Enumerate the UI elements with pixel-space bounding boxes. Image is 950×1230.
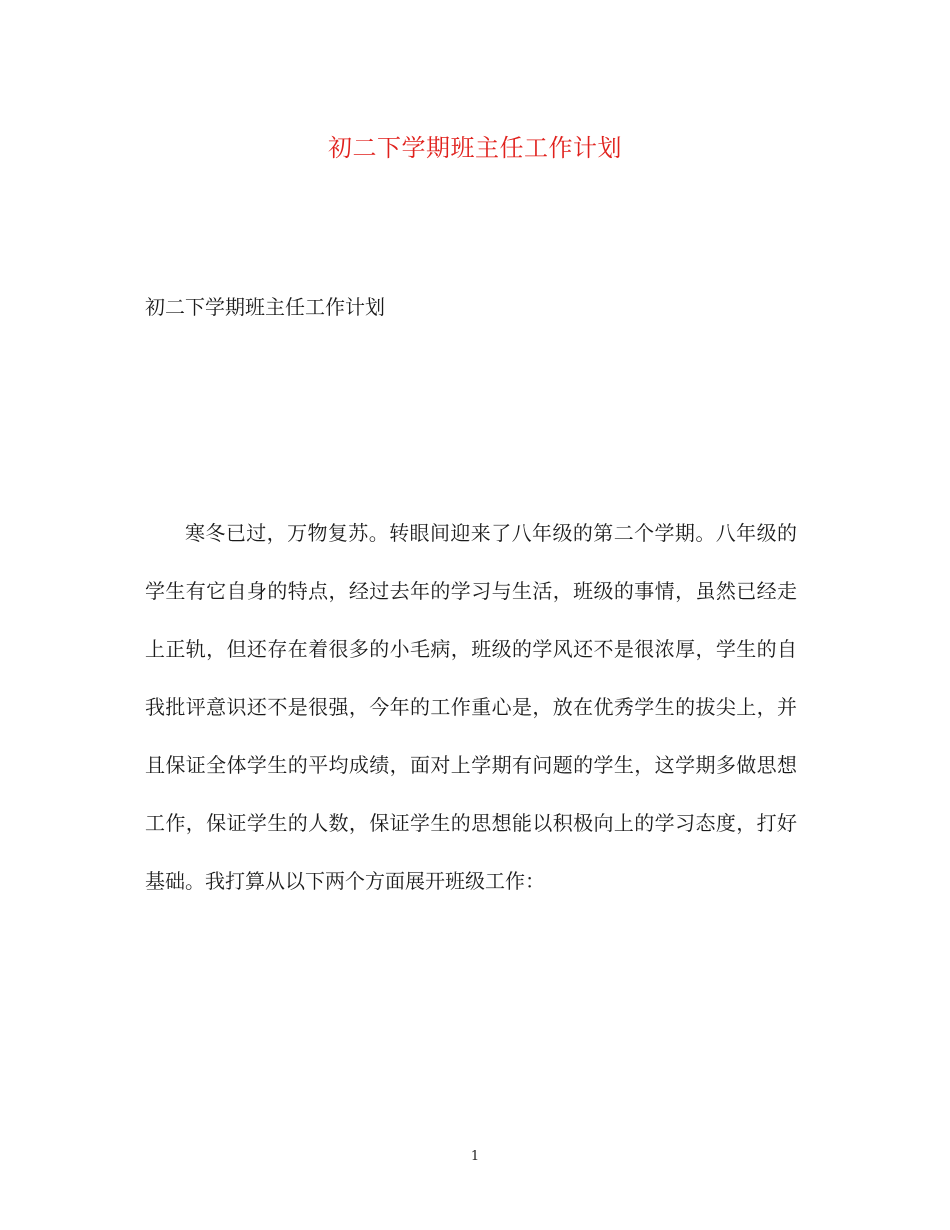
page-number: 1 (470, 1149, 480, 1164)
document-title: 初二下学期班主任工作计划 (328, 134, 622, 162)
document-subtitle: 初二下学期班主任工作计划 (145, 295, 385, 319)
body-paragraph: 寒冬已过，万物复苏。转眼间迎来了八年级的第二个学期。八年级的学生有它自身的特点，经过去年的学习与生活，班级的事情，虽然已经走上正轨，但还存在着很多的小毛病，班级的学风还不是很浓厚，学生的自我批评意识还不是很强，今年的工作重心是，放在优秀学生的拔尖上，并且保证全体学生的平均成绩，面对上学期有问题的学生，这学期多做思想工作，保证学生的人数，保证学生的思想能以积极向上的学习态度，打好基础。我打算从以下两个方面展开班级工作： (145, 521, 797, 893)
